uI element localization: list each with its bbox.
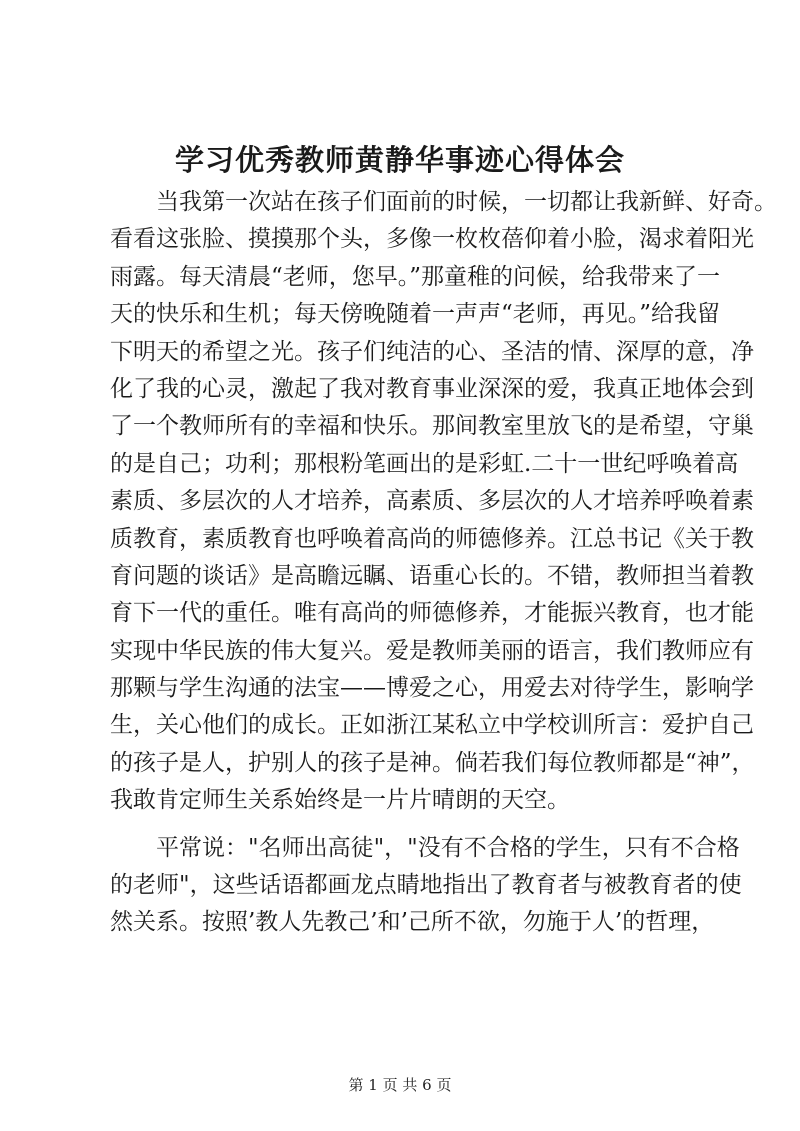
paragraph-1-line: 那颗与学生沟通的法宝——博爱之心，用爱去对待学生，影响学 — [110, 675, 754, 702]
paragraph-2-line: 的老师"，这些话语都画龙点睛地指出了教育者与被教育者的使 — [110, 872, 742, 899]
paragraph-1-line: 的是自己；功利；那根粉笔画出的是彩虹.二十一世纪呼唤着高 — [110, 450, 739, 477]
paragraph-1-line: 实现中华民族的伟大复兴。爱是教师美丽的语言，我们教师应有 — [110, 637, 754, 664]
paragraph-1-line: 素质、多层次的人才培养，高素质、多层次的人才培养呼唤着素 — [110, 488, 754, 515]
paragraph-1-line: 育问题的谈话》是高瞻远瞩、语重心长的。不错，教师担当着教 — [110, 562, 754, 589]
paragraph-2-line: 平常说："名师出高徒"，"没有不合格的学生，只有不合格 — [156, 834, 740, 861]
paragraph-1-line: 质教育，素质教育也呼唤着高尚的师德修养。江总书记《关于教 — [110, 525, 754, 552]
paragraph-1-line: 的孩子是人，护别人的孩子是神。倘若我们每位教师都是“神”， — [110, 749, 755, 776]
document-body — [110, 184, 777, 942]
document-title: 学习优秀教师黄静华事迹心得体会 — [174, 143, 625, 177]
paragraph-2-line: 然关系。按照’教人先教己’和’己所不欲，勿施于人’的哲理， — [110, 909, 715, 936]
paragraph-1-line: 化了我的心灵，激起了我对教育事业深深的爱，我真正地体会到 — [110, 375, 754, 402]
paragraph-1-line: 育下一代的重任。唯有高尚的师德修养，才能振兴教育，也才能 — [110, 600, 754, 627]
paragraph-1-line: 下明天的希望之光。孩子们纯洁的心、圣洁的情、深厚的意，净 — [110, 338, 754, 365]
page-number-footer: 第 1 页 共 6 页 — [348, 1076, 452, 1094]
paragraph-1-line: 雨露。每天清晨“老师，您早。”那童稚的问候，给我带来了一 — [110, 263, 721, 290]
paragraph-1-line: 看看这张脸、摸摸那个头，多像一枚枚蓓仰着小脸，渴求着阳光 — [110, 226, 754, 253]
paragraph-1-line: 了一个教师所有的幸福和快乐。那间教室里放飞的是希望，守巢 — [110, 413, 754, 440]
paragraph-1-line: 生，关心他们的成长。正如浙江某私立中学校训所言：爱护自己 — [110, 712, 754, 739]
paragraph-1-line: 当我第一次站在孩子们面前的时候，一切都让我新鲜、好奇。 — [156, 189, 777, 215]
paragraph-1-line: 天的快乐和生机；每天傍晚随着一声声“老师，再见。”给我留 — [110, 301, 721, 328]
paragraph-1-line: 我敢肯定师生关系始终是一片片晴朗的天空。 — [110, 787, 570, 814]
paragraph-gap — [110, 820, 710, 830]
